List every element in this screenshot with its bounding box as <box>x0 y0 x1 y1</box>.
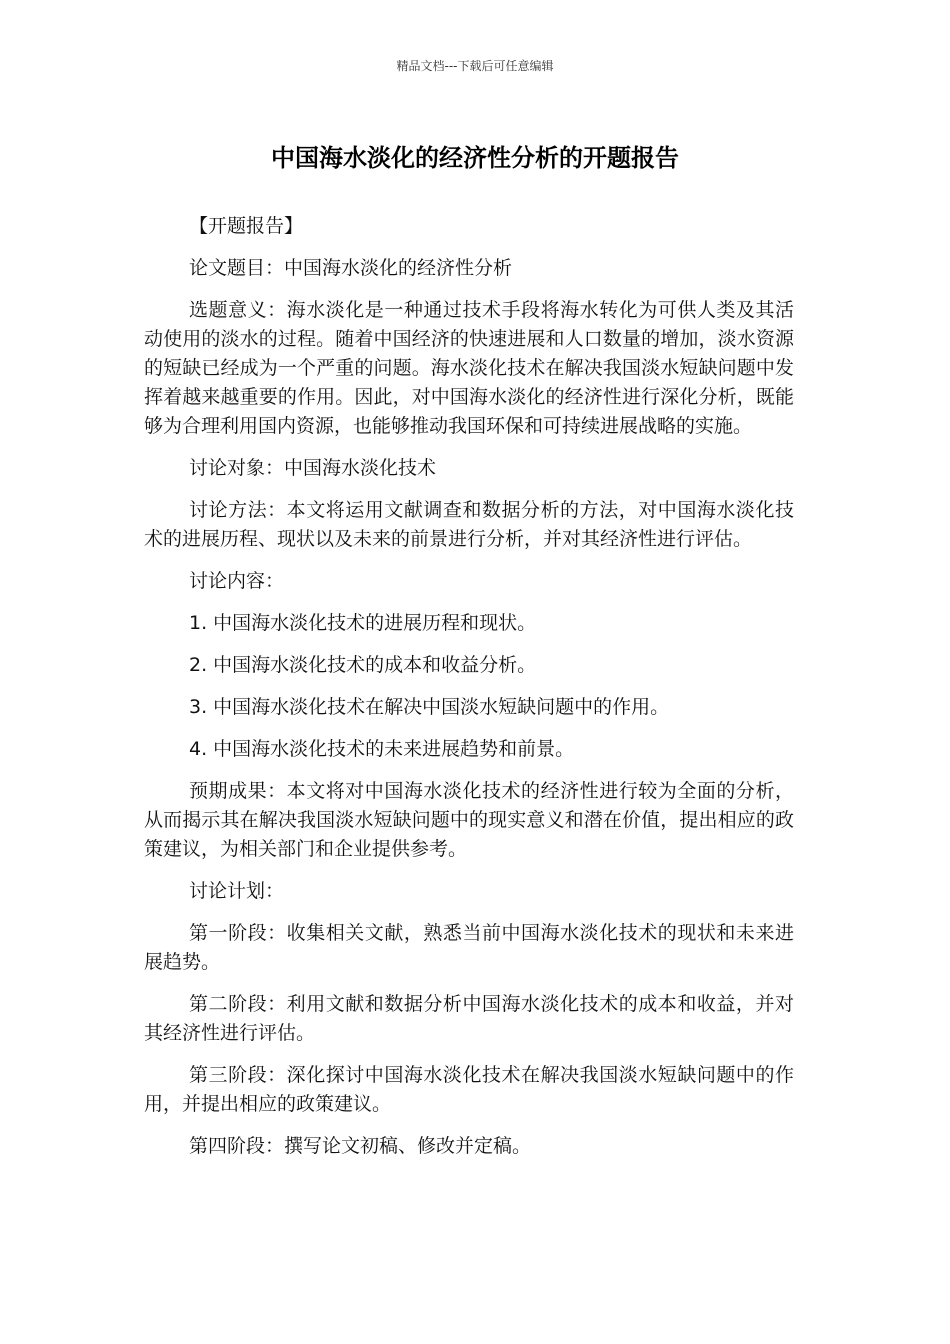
research-content-heading: 讨论内容： <box>189 570 285 592</box>
topic-significance: 选题意义：海水淡化是一种通过技术手段将海水转化为可供人类及其活动使用的淡水的过程。随着中国经济的快速进展和人口数量的增加，淡水资源的短缺已经成为一个严重的问题。海水淡化技术在解决我国淡水短缺问题中发挥着越来越重要的作用。因此，对中国海水淡化的经济性进行深化分析，既能够为合理利用国内资源，也能够推动我国环保和可持续进展战略的实施。 <box>144 299 794 437</box>
plan-stage-2: 第二阶段：利用文献和数据分析中国海水淡化技术的成本和收益，并对其经济性进行评估。 <box>144 993 794 1044</box>
content-item-2: 2. 中国海水淡化技术的成本和收益分析。 <box>189 654 537 676</box>
plan-stage-4: 第四阶段：撰写论文初稿、修改并定稿。 <box>189 1135 532 1157</box>
section-label: 【开题报告】 <box>189 215 304 237</box>
research-method: 讨论方法：本文将运用文献调查和数据分析的方法，对中国海水淡化技术的进展历程、现状以及未来的前景进行分析，并对其经济性进行评估。 <box>144 499 794 550</box>
thesis-topic: 论文题目：中国海水淡化的经济性分析 <box>189 257 513 279</box>
research-object: 讨论对象：中国海水淡化技术 <box>189 457 437 479</box>
content-item-3: 3. 中国海水淡化技术在解决中国淡水短缺问题中的作用。 <box>189 696 670 718</box>
document-body <box>144 212 794 1174</box>
content-item-4: 4. 中国海水淡化技术的未来进展趋势和前景。 <box>189 738 575 760</box>
plan-stage-1: 第一阶段：收集相关文献，熟悉当前中国海水淡化技术的现状和未来进展趋势。 <box>144 922 794 973</box>
plan-stage-3: 第三阶段：深化探讨中国海水淡化技术在解决我国淡水短缺问题中的作用，并提出相应的政策建议。 <box>144 1064 794 1115</box>
content-item-1: 1. 中国海水淡化技术的进展历程和现状。 <box>189 612 537 634</box>
header-note: 精品文档---下载后可任意编辑 <box>396 59 554 73</box>
expected-results: 预期成果：本文将对中国海水淡化技术的经济性进行较为全面的分析，从而揭示其在解决我国淡水短缺问题中的现实意义和潜在价值，提出相应的政策建议，为相关部门和企业提供参考。 <box>144 780 794 860</box>
research-plan-heading: 讨论计划： <box>189 880 285 902</box>
document-title: 中国海水淡化的经济性分析的开题报告 <box>271 144 679 172</box>
